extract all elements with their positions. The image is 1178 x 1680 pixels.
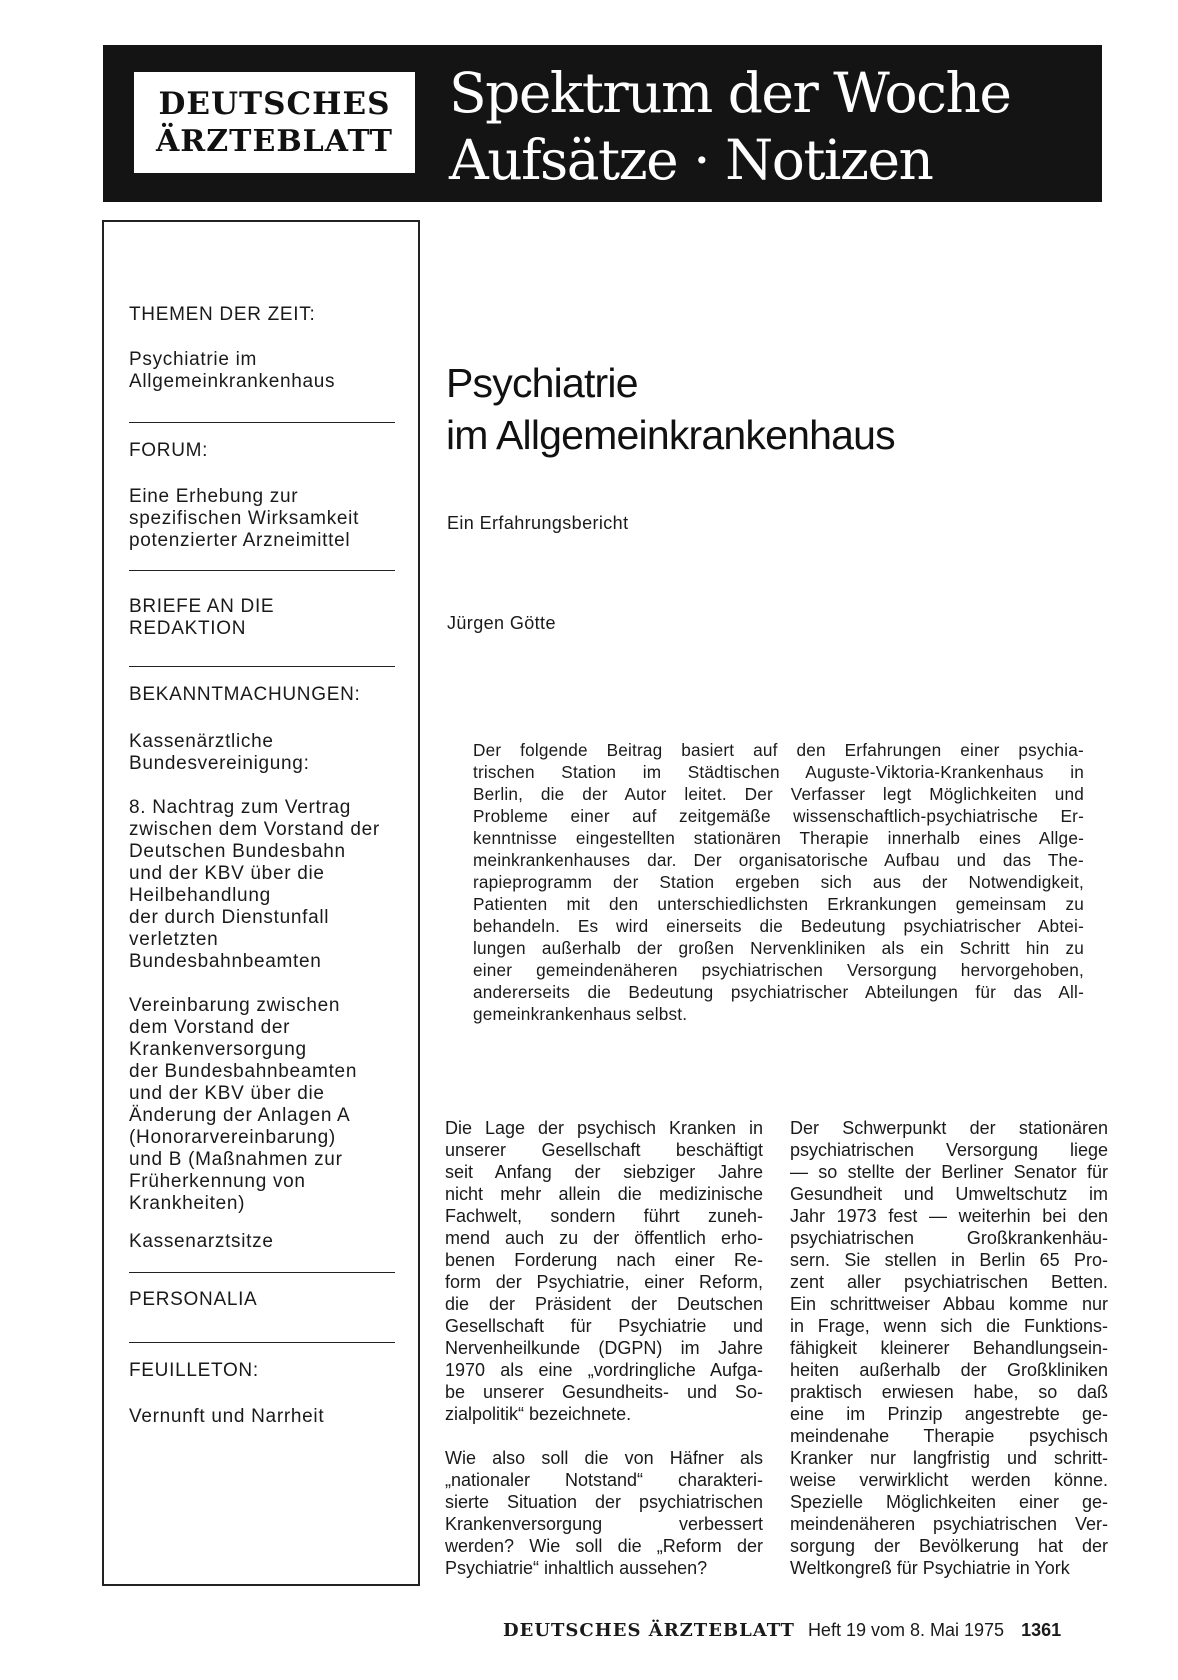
body-line: die der Präsident der Deutschen — [445, 1294, 763, 1314]
body-line: weise verwirklicht werden könne. — [790, 1470, 1108, 1490]
abstract-line: Der folgende Beitrag basiert auf den Erfahrungen einer psychia- — [473, 740, 1084, 760]
body-line: — so stellte der Berliner Senator für — [790, 1162, 1108, 1182]
body-line: Gesundheit und Umweltschutz im — [790, 1184, 1108, 1204]
toc-heading-personalia[interactable]: PERSONALIA — [129, 1289, 258, 1310]
section-title-line-1: Spektrum der Woche — [449, 61, 1011, 125]
contents-sidebar — [102, 220, 420, 1586]
toc-subheading-kbv: Kassenärztliche Bundesvereinigung: — [129, 731, 310, 774]
body-line: form der Psychiatrie, einer Reform, — [445, 1272, 763, 1292]
abstract-line: andererseits die Bedeutung psychiatrischer Abteilungen für das All- — [473, 982, 1084, 1002]
body-line: Psychiatrie“ inhaltlich aussehen? — [445, 1558, 708, 1578]
footer-issue: Heft 19 vom 8. Mai 1975 — [807, 1620, 1005, 1640]
body-line: unserer Gesellschaft beschäftigt — [445, 1140, 763, 1160]
article-abstract — [473, 739, 1084, 1025]
body-line: „nationaler Notstand“ charakteri- — [445, 1470, 763, 1490]
journal-logo — [134, 72, 415, 173]
abstract-line: Berlin, die der Autor leitet. Der Verfasser legt Möglichkeiten und — [473, 784, 1084, 804]
body-column-2 — [790, 1117, 1108, 1579]
toc-divider — [129, 422, 395, 423]
body-line: meindenäheren psychiatrischen Ver- — [790, 1514, 1108, 1534]
section-title-line-2: Aufsätze · Notizen — [449, 128, 933, 192]
toc-heading-themen: THEMEN DER ZEIT: — [129, 304, 316, 325]
toc-item-erhebung[interactable]: Eine Erhebung zur spezifischen Wirksamkeit potenzierter Arzneimittel — [129, 486, 360, 551]
body-line: werden? Wie soll die „Reform der — [445, 1536, 763, 1556]
abstract-line: gemeinkrankenhaus selbst. — [473, 1004, 688, 1024]
abstract-line: Patienten mit den unterschiedlichsten Erkrankungen gemeinsam zu — [473, 894, 1084, 914]
body-line: in Frage, wenn sich die Funktions- — [790, 1316, 1108, 1336]
toc-item-vereinbarung[interactable]: Vereinbarung zwischen dem Vorstand der Krankenversorgung der Bundesbahnbeamten und der KBV über die Änderung der Anlagen A (Honorarvereinbarung) und B (Maßnahmen zur Früherkennung von Krankheiten) — [129, 995, 358, 1214]
toc-divider — [129, 1342, 395, 1343]
paragraph-gap — [445, 1425, 763, 1447]
toc-divider — [129, 570, 395, 571]
toc-item-nachtrag[interactable]: 8. Nachtrag zum Vertrag zwischen dem Vorstand der Deutschen Bundesbahn und der KBV über die Heilbehandlung der durch Dienstunfall verletzten Bundesbahnbeamten — [129, 797, 380, 972]
body-line: Nervenheilkunde (DGPN) im Jahre — [445, 1338, 763, 1358]
body-line: meindenahe Therapie psychisch — [790, 1426, 1108, 1446]
body-line: Gesellschaft für Psychiatrie und — [445, 1316, 763, 1336]
abstract-line: Probleme einer auf zeitgemäße wissenschaftlich-psychiatrische Er- — [473, 806, 1084, 826]
page-number: 1361 — [1021, 1620, 1062, 1640]
body-column-1 — [445, 1117, 763, 1579]
body-line: Die Lage der psychisch Kranken in — [445, 1118, 763, 1138]
toc-heading-briefe[interactable]: BRIEFE AN DIE REDAKTION — [129, 596, 275, 639]
logo-line-1: DEUTSCHES — [158, 86, 391, 122]
body-line: praktisch erwiesen habe, so daß — [790, 1382, 1108, 1402]
body-line: eine im Prinzip angestrebte ge- — [790, 1404, 1108, 1424]
body-line: seit Anfang der siebziger Jahre — [445, 1162, 763, 1182]
article-author: Jürgen Götte — [447, 613, 556, 633]
article-title: Psychiatrie im Allgemeinkrankenhaus — [446, 360, 895, 458]
toc-divider — [129, 666, 395, 667]
body-line: Weltkongreß für Psychiatrie in York — [790, 1558, 1070, 1578]
abstract-line: einer gemeindenäheren psychiatrischen Versorgung hervorgehoben, — [473, 960, 1084, 980]
body-line: nicht mehr allein die medizinische — [445, 1184, 763, 1204]
body-line: 1970 als eine „vordringliche Aufga- — [445, 1360, 763, 1380]
body-line: Krankenversorgung verbessert — [445, 1514, 763, 1534]
footer-journal-name: DEUTSCHES ÄRZTEBLATT — [503, 1620, 795, 1641]
body-line: zent aller psychiatrischen Betten. — [790, 1272, 1108, 1292]
body-line: benen Forderung nach einer Re- — [445, 1250, 763, 1270]
abstract-line: trischen Station im Städtischen Auguste-Viktoria-Krankenhaus in — [473, 762, 1084, 782]
body-line: sierte Situation der psychiatrischen — [445, 1492, 763, 1512]
body-line: Spezielle Möglichkeiten einer ge- — [790, 1492, 1108, 1512]
body-line: zialpolitik“ bezeichnete. — [445, 1404, 632, 1424]
toc-item-vernunft[interactable]: Vernunft und Narrheit — [129, 1406, 325, 1427]
abstract-line: behandeln. Es wird einerseits die Bedeutung psychiatrischer Abtei- — [473, 916, 1084, 936]
body-line: be unserer Gesundheits- und So- — [445, 1382, 763, 1402]
abstract-line: lungen außerhalb der großen Nervenkliniken als ein Schritt hin zu — [473, 938, 1084, 958]
body-line: psychiatrischen Großkrankenhäu- — [790, 1228, 1108, 1248]
body-line: psychiatrischen Versorgung liege — [790, 1140, 1108, 1160]
body-line: sorgung der Bevölkerung hat der — [790, 1536, 1108, 1556]
page-footer — [503, 1620, 1103, 1641]
body-line: heiten außerhalb der Großkliniken — [790, 1360, 1108, 1380]
toc-divider — [129, 1272, 395, 1273]
body-line: Ein schrittweiser Abbau komme nur — [790, 1294, 1108, 1314]
body-line: mend auch zu der öffentlich erho- — [445, 1228, 763, 1248]
article-subtitle: Ein Erfahrungsbericht — [447, 513, 629, 533]
body-line: fähigkeit kleinerer Behandlungsein- — [790, 1338, 1108, 1358]
abstract-line: meinkrankenhauses dar. Der organisatorische Aufbau und das The- — [473, 850, 1084, 870]
masthead — [103, 45, 1102, 202]
toc-item-psychiatrie[interactable]: Psychiatrie im Allgemeinkrankenhaus — [129, 349, 336, 392]
toc-item-kassenarztsitze[interactable]: Kassenarztsitze — [129, 1231, 274, 1252]
abstract-line: rapieprogramm der Station ergeben sich aus der Notwendigkeit, — [473, 872, 1084, 892]
body-line: Kranker nur langfristig und schritt- — [790, 1448, 1108, 1468]
body-line: sern. Sie stellen in Berlin 65 Pro- — [790, 1250, 1108, 1270]
body-line: Wie also soll die von Häfner als — [445, 1448, 763, 1468]
body-line: Fachwelt, sondern führt zuneh- — [445, 1206, 763, 1226]
toc-heading-bekanntmachungen: BEKANNTMACHUNGEN: — [129, 684, 361, 705]
body-line: Jahr 1973 fest — weiterhin bei den — [790, 1206, 1108, 1226]
body-line: Der Schwerpunkt der stationären — [790, 1118, 1108, 1138]
logo-line-2: ÄRZTEBLATT — [156, 124, 393, 159]
toc-heading-feuilleton: FEUILLETON: — [129, 1360, 259, 1381]
toc-heading-forum: FORUM: — [129, 440, 209, 461]
abstract-line: kenntnisse eingestellten stationären Therapie innerhalb eines Allge- — [473, 828, 1084, 848]
